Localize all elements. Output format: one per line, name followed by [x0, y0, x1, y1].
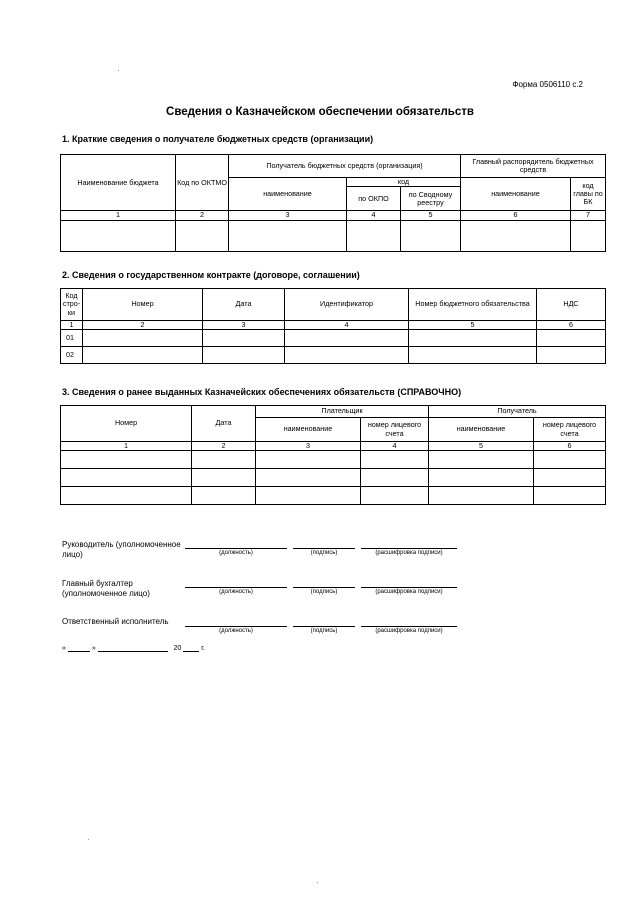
input-cell[interactable]	[256, 469, 361, 487]
col-num: 5	[409, 321, 537, 330]
caption-decoding: (расшифровка подписи)	[375, 589, 443, 595]
input-cell[interactable]	[256, 451, 361, 469]
row-code: 01	[61, 330, 83, 347]
input-cell[interactable]	[203, 347, 285, 364]
day-field[interactable]	[68, 644, 90, 652]
col-num: 5	[429, 442, 534, 451]
col-num: 4	[347, 211, 401, 220]
sub-okpo: по ОКПО	[347, 187, 401, 211]
document-title: Сведения о Казначейском обеспечении обязательств	[166, 106, 474, 118]
col-num: 2	[83, 321, 203, 330]
col-num: 1	[61, 321, 83, 330]
scan-speck	[317, 882, 318, 883]
input-cell[interactable]	[61, 220, 176, 251]
caption-decoding: (расшифровка подписи)	[375, 550, 443, 556]
section3-heading: 3. Сведения о ранее выданных Казначейских обеспечениях обязательств (СПРАВОЧНО)	[62, 387, 462, 397]
sub-account-payer: номер лицевого счета	[361, 418, 429, 442]
input-cell[interactable]	[256, 487, 361, 505]
close-quote: »	[91, 645, 96, 652]
col-num: 2	[192, 442, 256, 451]
sub-main-name: наименование	[461, 178, 571, 211]
col-num: 1	[61, 442, 192, 451]
input-cell[interactable]	[429, 469, 534, 487]
sub-code: код	[347, 178, 461, 187]
col-num: 3	[256, 442, 361, 451]
input-cell[interactable]	[61, 451, 192, 469]
input-cell[interactable]	[409, 347, 537, 364]
group-recipient: Получатель	[429, 406, 606, 418]
col-num: 3	[203, 321, 285, 330]
decoding-line[interactable]	[361, 626, 457, 627]
sub-account-recipient: номер лицевого счета	[534, 418, 606, 442]
open-quote: «	[62, 645, 66, 652]
col-num: 7	[571, 211, 606, 220]
caption-signature: (подпись)	[310, 589, 338, 595]
section2-heading: 2. Сведения о государственном контракте (договоре, соглашении)	[62, 270, 360, 280]
signature-line[interactable]	[293, 626, 355, 627]
input-cell[interactable]	[534, 469, 606, 487]
col-num: 5	[401, 211, 461, 220]
col-number: Номер	[61, 406, 192, 442]
col-budget-name: Наименование бюджета	[61, 155, 176, 211]
caption-position: (должность)	[219, 550, 253, 556]
year-prefix: 20	[173, 645, 182, 652]
input-cell[interactable]	[285, 347, 409, 364]
position-line[interactable]	[185, 587, 287, 588]
sub-registry: по Сводному реестру	[401, 187, 461, 211]
head-label: Руководитель (уполномоченное лицо)	[62, 540, 181, 560]
col-num: 2	[176, 211, 229, 220]
input-cell[interactable]	[361, 451, 429, 469]
position-line[interactable]	[185, 548, 287, 549]
sub-name: наименование	[229, 178, 347, 211]
input-cell[interactable]	[409, 330, 537, 347]
recipient-table	[60, 154, 606, 252]
decoding-line[interactable]	[361, 548, 457, 549]
row-code: 02	[61, 347, 83, 364]
month-field[interactable]	[98, 644, 168, 652]
contract-table	[60, 288, 606, 364]
group-payer: Плательщик	[256, 406, 429, 418]
chief-accountant-label: Главный бухгалтер (уполномоченное лицо)	[62, 579, 150, 599]
col-budget-obligation: Номер бюджетного обязательства	[409, 289, 537, 321]
col-num: 3	[229, 211, 347, 220]
input-cell[interactable]	[534, 451, 606, 469]
col-num: 6	[461, 211, 571, 220]
signature-line[interactable]	[293, 548, 355, 549]
input-cell[interactable]	[61, 469, 192, 487]
col-vat: НДС	[537, 289, 606, 321]
col-date: Дата	[203, 289, 285, 321]
col-date: Дата	[192, 406, 256, 442]
caption-decoding: (расшифровка подписи)	[375, 628, 443, 634]
input-cell[interactable]	[537, 347, 606, 364]
input-cell[interactable]	[461, 220, 571, 251]
scan-speck	[88, 839, 89, 840]
form-code: Форма 0506110 с.2	[512, 80, 583, 89]
section1-heading: 1. Краткие сведения о получателе бюджетных средств (организации)	[62, 134, 374, 144]
input-cell[interactable]	[203, 330, 285, 347]
col-num: 6	[537, 321, 606, 330]
col-line-code: Код стро-ки	[61, 289, 83, 321]
year-field[interactable]	[183, 644, 199, 652]
caption-position: (должность)	[219, 628, 253, 634]
col-identifier: Идентификатор	[285, 289, 409, 321]
input-cell[interactable]	[537, 330, 606, 347]
caption-position: (должность)	[219, 589, 253, 595]
sub-chapter-code: код главы по БК	[571, 178, 606, 211]
input-cell[interactable]	[361, 469, 429, 487]
sub-name-recipient: наименование	[429, 418, 534, 442]
col-num: 1	[61, 211, 176, 220]
input-cell[interactable]	[83, 330, 203, 347]
col-number: Номер	[83, 289, 203, 321]
col-num: 6	[534, 442, 606, 451]
col-num: 4	[285, 321, 409, 330]
input-cell[interactable]	[61, 487, 192, 505]
input-cell[interactable]	[176, 220, 229, 251]
input-cell[interactable]	[229, 220, 347, 251]
input-cell[interactable]	[83, 347, 203, 364]
input-cell[interactable]	[429, 451, 534, 469]
sub-name-payer: наименование	[256, 418, 361, 442]
input-cell[interactable]	[192, 487, 256, 505]
group-recipient: Получатель бюджетных средств (организация)	[229, 155, 461, 178]
col-num: 4	[361, 442, 429, 451]
input-cell[interactable]	[361, 487, 429, 505]
input-cell[interactable]	[192, 469, 256, 487]
input-cell[interactable]	[534, 487, 606, 505]
scan-speck	[118, 70, 119, 71]
decoding-line[interactable]	[361, 587, 457, 588]
year-suffix: г.	[201, 645, 205, 652]
date-line	[62, 644, 205, 652]
col-oktmo: Код по ОКТМО	[176, 155, 229, 211]
caption-signature: (подпись)	[310, 550, 338, 556]
input-cell[interactable]	[401, 220, 461, 251]
input-cell[interactable]	[285, 330, 409, 347]
input-cell[interactable]	[571, 220, 606, 251]
input-cell[interactable]	[347, 220, 401, 251]
input-cell[interactable]	[192, 451, 256, 469]
previous-guarantees-table	[60, 405, 606, 505]
input-cell[interactable]	[429, 487, 534, 505]
group-main-manager: Главный распорядитель бюджетных средств	[461, 155, 606, 178]
caption-signature: (подпись)	[310, 628, 338, 634]
position-line[interactable]	[185, 626, 287, 627]
executor-label: Ответственный исполнитель	[62, 617, 169, 626]
signature-line[interactable]	[293, 587, 355, 588]
